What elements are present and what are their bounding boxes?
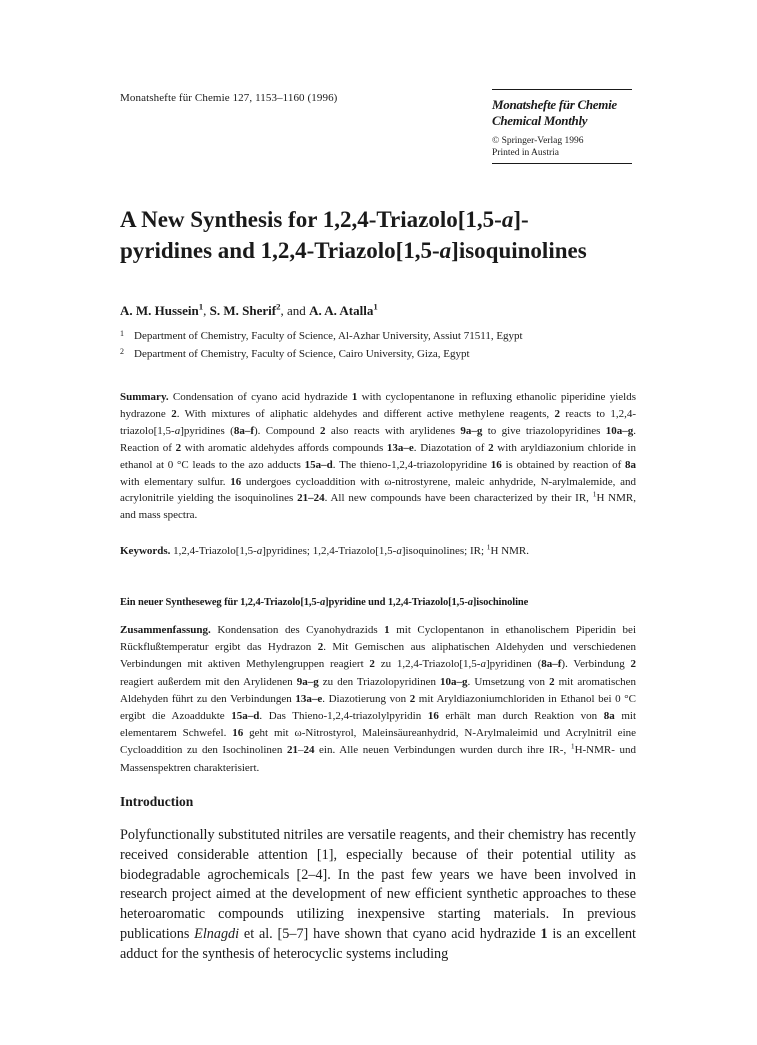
- journal-name-line1: Monatshefte für Chemie: [492, 97, 617, 112]
- running-head: Monatshefte für Chemie 127, 1153–1160 (1996): [120, 92, 338, 104]
- keywords-label: Keywords.: [120, 545, 171, 557]
- introduction-heading: Introduction: [120, 794, 194, 809]
- author-name: S. M. Sherif: [209, 303, 277, 318]
- affiliation-list: [120, 327, 523, 363]
- affiliation-item: 2 Department of Chemistry, Faculty of Science, Cairo University, Giza, Egypt: [120, 347, 470, 360]
- journal-bottom-rule: [492, 163, 632, 164]
- journal-top-rule: [492, 89, 632, 90]
- copyright-line: © Springer-Verlag 1996: [492, 136, 584, 146]
- summary-label: Summary.: [120, 391, 169, 403]
- title-line2: pyridines and 1,2,4-Triazolo[1,5-a]isoquinolines: [120, 238, 587, 263]
- author-list: A. M. Hussein$^1$, S. M. Sherif$^2$, and A. A. Atalla$^1$: [120, 301, 378, 318]
- affiliation-item: 1 Department of Chemistry, Faculty of Science, Al-Azhar University, Assiut 71511, Egypt: [120, 329, 523, 342]
- printed-line: Printed in Austria: [492, 148, 560, 158]
- introduction-paragraph: Polyfunctionally substituted nitriles are versatile reagents, and their chemistry has recently received considerable attention [1], especially because of their potential utility as biodegradable agrochemicals [2–4]. In the past few years we have been involved in research project aimed at the development of new efficient synthetic approaches to these heteroaromatic compounds utilizing inexpensive starting materials. In previous publications Elnagdi et al. [5–7] have shown that cyano acid hydrazide 1 is an excellent adduct for the synthesis of heterocyclic systems including: [120, 827, 636, 962]
- journal-name-line2: Chemical Monthly: [492, 113, 588, 128]
- journal-name: [492, 97, 632, 129]
- title-line1: A New Synthesis for 1,2,4-Triazolo[1,5-a]-: [120, 207, 529, 232]
- keywords-paragraph: Keywords. 1,2,4-Triazolo[1,5-a]pyridines; 1,2,4-Triazolo[1,5-a]isoquinolines; IR; $^1$H NMR.: [120, 542, 530, 557]
- author-name: A. A. Atalla: [309, 303, 374, 318]
- author-name: A. M. Hussein: [120, 303, 199, 318]
- zusammenfassung-label: Zusammenfassung.: [120, 624, 211, 636]
- zusammenfassung-paragraph: Zusammenfassung. Kondensation des Cyanohydrazids 1 mit Cyclopentanon in ethanolischem Piperidin bei Rückflußtemperatur ergibt das Hydrazon 2. Mit Gemischen aus aliphatischen Aldehyden und verschiedenen Verbindungen mit aktiven Methylengruppen reagiert 2 zu 1,2,4-Triazolo[1,5-a]pyridinen (8a–f). Verbindung 2 reagiert außerdem mit den Arylidenen 9a–g zu den Triazolopyridinen 10a–g. Umsetzung von 2 mit aromatischen Aldehyden führt zu den Verbindungen 13a–e. Diazotierung von 2 mit Aryldiazoniumchloriden in Ethanol bei 0 °C ergibt die Azoaddukte 15a–d. Das Thieno-1,2,4-triazolylpyridin 16 erhält man durch Reaktion von 8a mit elementarem Schwefel. 16 geht mit ω-Nitrostyrol, Maleinsäureanhydrid, N-Arylmaleimid und Acrylnitril eine Cycloaddition zu den Isochinolinen 21–24 ein. Alle neuen Verbindungen wurden durch ihre IR-, $^1$H-NMR- und Massenspektren charakterisiert.: [120, 624, 637, 774]
- summary-paragraph: Summary. Condensation of cyano acid hydrazide 1 with cyclopentanone in refluxing ethanolic piperidine yields hydrazone 2. With mixtures of aliphatic aldehydes and different active methylene reagents, 2 reacts to 1,2,4-triazolo[1,5-a]pyridines (8a–f). Compound 2 also reacts with arylidenes 9a–g to give triazolopyridines 10a–g. Reaction of 2 with aromatic aldehydes affords compounds 13a–e. Diazotation of 2 with aryldiazonium chloride in ethanol at 0 °C leads to the azo adducts 15a–d. The thieno-1,2,4-triazolopyridine 16 is obtained by reaction of 8a with elementary sulfur. 16 undergoes cycloaddition with ω-nitrostyrene, maleic anhydride, N-arylmalemide, and acrylonitrile yielding the isoquinolines 21–24. All new compounds have been characterized by their IR, $^1$H NMR, and mass spectra.: [120, 391, 637, 522]
- journal-info-box: [492, 89, 632, 164]
- article-title: [120, 204, 660, 266]
- german-title: Ein neuer Syntheseweg für 1,2,4-Triazolo[1,5-a]pyridine und 1,2,4-Triazolo[1,5-a]isochinoline: [120, 597, 529, 608]
